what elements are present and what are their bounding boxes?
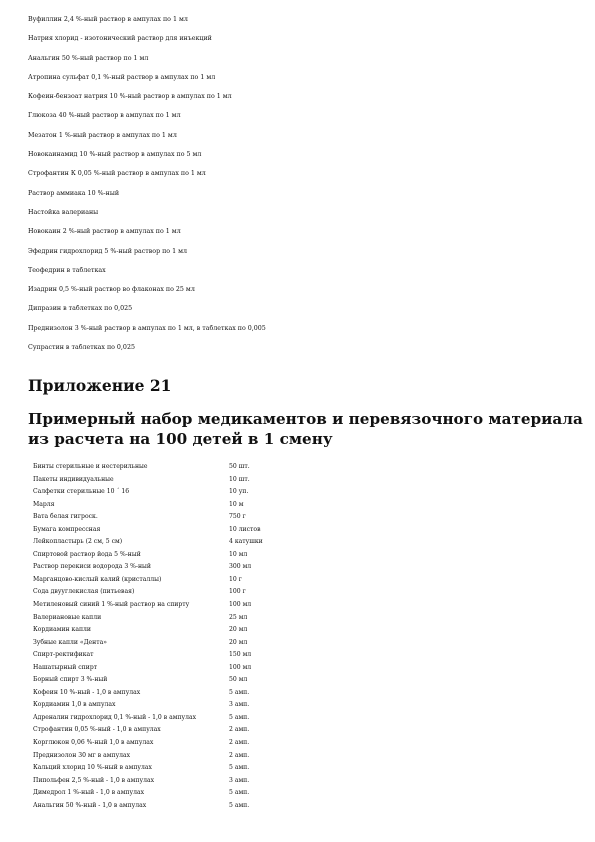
item-quantity: 5 амп. bbox=[229, 713, 250, 721]
list-item: Изадрин 0,5 %-ный раствор во флаконах по 25 мл bbox=[28, 286, 195, 294]
appendix-heading: Приложение 21 bbox=[28, 376, 172, 395]
item-name: Димедрол 1 %-ный - 1,0 в ампулах bbox=[33, 789, 145, 797]
item-quantity: 750 г bbox=[229, 513, 246, 521]
table-row bbox=[33, 687, 573, 700]
table-row bbox=[33, 787, 573, 800]
item-name: Борный спирт 3 %-ный bbox=[33, 676, 108, 684]
table-row bbox=[33, 624, 573, 637]
item-quantity: 100 г bbox=[229, 588, 246, 596]
list-item: Дипразин в таблетках по 0,025 bbox=[28, 305, 133, 313]
item-quantity: 2 амп. bbox=[229, 739, 250, 747]
table-row bbox=[33, 712, 573, 725]
item-quantity: 50 шт. bbox=[229, 463, 250, 470]
list-item: Раствор аммиака 10 %-ный bbox=[28, 189, 120, 197]
item-name: Марганцово-кислый калий (кристаллы) bbox=[33, 575, 162, 583]
table-row bbox=[33, 724, 573, 737]
table-row bbox=[33, 674, 573, 687]
item-quantity: 5 амп. bbox=[229, 801, 250, 809]
item-name: Марля bbox=[33, 500, 55, 508]
item-quantity: 2 амп. bbox=[229, 726, 250, 734]
list-item: Теофедрин в таблетках bbox=[28, 266, 106, 274]
table-row bbox=[33, 486, 573, 499]
list-item: Настойка валерианы bbox=[28, 208, 99, 216]
item-quantity: 100 мл bbox=[229, 663, 252, 671]
list-item: Супрастин в таблетках по 0,025 bbox=[28, 344, 135, 352]
table-row bbox=[33, 775, 573, 788]
item-quantity: 50 мл bbox=[229, 676, 248, 684]
item-name: Кордиамин капли bbox=[33, 626, 91, 634]
item-name: Вата белая гигроск. bbox=[33, 513, 98, 521]
item-name: Раствор перекиси водорода 3 %-ный bbox=[33, 563, 151, 571]
item-quantity: 3 амп. bbox=[229, 776, 250, 784]
table-row bbox=[33, 800, 573, 813]
list-item: Преднизолон 3 %-ный раствор в ампулах по 1 мл, в таблетках по 0,005 bbox=[28, 324, 266, 332]
item-name: Бинты стерильные и нестерильные bbox=[33, 463, 148, 470]
item-name: Зубные капли «Дента» bbox=[33, 638, 107, 646]
item-name: Корглюкон 0,06 %-ный 1,0 в ампулах bbox=[33, 739, 154, 747]
table-row bbox=[33, 561, 573, 574]
item-name: Лейкопластырь (2 см, 5 см) bbox=[33, 538, 123, 546]
item-name: Анальгин 50 %-ный - 1,0 в ампулах bbox=[33, 801, 147, 809]
item-name: Пипольфен 2,5 %-ный - 1,0 в ампулах bbox=[33, 776, 155, 784]
supply-table bbox=[33, 461, 573, 812]
section-title-line-1: Примерный набор медикаментов и перевязочного материала bbox=[28, 410, 583, 428]
list-item: Эфедрин гидрохлорид 5 %-ный раствор по 1 мл bbox=[28, 247, 188, 255]
list-item: Мезатон 1 %-ный раствор в ампулах по 1 мл bbox=[28, 131, 177, 139]
item-quantity: 3 амп. bbox=[229, 701, 250, 709]
item-quantity: 5 амп. bbox=[229, 764, 250, 772]
item-quantity: 25 мл bbox=[229, 613, 248, 621]
item-quantity: 10 м bbox=[229, 500, 244, 508]
table-row bbox=[33, 699, 573, 712]
item-name: Строфантин 0,05 %-ный - 1,0 в ампулах bbox=[33, 726, 161, 734]
table-row bbox=[33, 549, 573, 562]
item-name: Спиртовой раствор йода 5 %-ный bbox=[33, 550, 141, 558]
item-quantity: 20 мл bbox=[229, 626, 248, 634]
list-item: Строфантин К 0,05 %-ный раствор в ампулах по 1 мл bbox=[28, 170, 206, 178]
section-title-line-2: из расчета на 100 детей в 1 смену bbox=[28, 430, 333, 448]
list-item: Вуфиллин 2,4 %-ный раствор в ампулах по 1 мл bbox=[28, 16, 188, 23]
list-item: Натрия хлорид - изотонический раствор для инъекций bbox=[28, 35, 212, 43]
medication-list bbox=[28, 16, 568, 363]
item-name: Кофеин 10 %-ный - 1,0 в ампулах bbox=[33, 688, 141, 696]
item-quantity: 2 амп. bbox=[229, 751, 250, 759]
item-name: Метиленовый синий 1 %-ный раствор на спирту bbox=[33, 601, 190, 609]
item-quantity: 5 амп. bbox=[229, 688, 250, 696]
item-quantity: 150 мл bbox=[229, 651, 252, 659]
section-title bbox=[28, 409, 583, 449]
list-item: Новокаин 2 %-ный раствор в ампулах по 1 мл bbox=[28, 228, 181, 236]
item-quantity: 10 уп. bbox=[229, 488, 249, 496]
table-row bbox=[33, 737, 573, 750]
item-name: Пакеты индивидуальные bbox=[33, 475, 114, 483]
item-quantity: 300 мл bbox=[229, 563, 252, 571]
item-quantity: 4 катушки bbox=[229, 538, 263, 546]
item-name: Салфетки стерильные 10 ´ 16 bbox=[33, 488, 130, 496]
item-name: Кордиамин 1,0 в ампулах bbox=[33, 701, 116, 709]
table-row bbox=[33, 524, 573, 537]
table-row bbox=[33, 599, 573, 612]
item-quantity: 5 амп. bbox=[229, 789, 250, 797]
list-item: Атропина сульфат 0,1 %-ный раствор в ампулах по 1 мл bbox=[28, 73, 216, 81]
list-item: Кофеин-бензоат натрия 10 %-ный раствор в ампулах по 1 мл bbox=[28, 93, 232, 101]
item-name: Адреналин гидрохлорид 0,1 %-ный - 1,0 в ампулах bbox=[33, 713, 197, 721]
list-item: Новокаинамид 10 %-ный раствор в ампулах по 5 мл bbox=[28, 151, 202, 159]
item-name: Валериановые капли bbox=[33, 613, 102, 621]
table-row bbox=[33, 649, 573, 662]
table-row bbox=[33, 612, 573, 625]
item-quantity: 100 мл bbox=[229, 601, 252, 609]
item-name: Бумага компрессная bbox=[33, 525, 101, 533]
table-row bbox=[33, 762, 573, 775]
item-quantity: 10 листов bbox=[229, 525, 261, 533]
item-quantity: 20 мл bbox=[229, 638, 248, 646]
item-name: Кальций хлорид 10 %-ный в ампулах bbox=[33, 764, 152, 772]
table-row bbox=[33, 750, 573, 763]
table-row bbox=[33, 536, 573, 549]
item-name: Сода двууглекислая (питьевая) bbox=[33, 588, 135, 596]
table-row bbox=[33, 637, 573, 650]
item-quantity: 10 мл bbox=[229, 550, 248, 558]
item-quantity: 10 г bbox=[229, 575, 242, 583]
table-row bbox=[33, 662, 573, 675]
table-row bbox=[33, 461, 573, 474]
item-name: Нашатырный спирт bbox=[33, 663, 98, 671]
item-name: Преднизолон 30 мг в ампулах bbox=[33, 751, 131, 759]
item-name: Спирт-ректификат bbox=[33, 651, 94, 659]
item-quantity: 10 шт. bbox=[229, 475, 250, 483]
table-row bbox=[33, 499, 573, 512]
table-row bbox=[33, 474, 573, 487]
table-row bbox=[33, 511, 573, 524]
list-item: Глюкоза 40 %-ный раствор в ампулах по 1 мл bbox=[28, 112, 181, 120]
table-row bbox=[33, 586, 573, 599]
list-item: Анальгин 50 %-ный раствор по 1 мл bbox=[28, 54, 149, 62]
table-row bbox=[33, 574, 573, 587]
